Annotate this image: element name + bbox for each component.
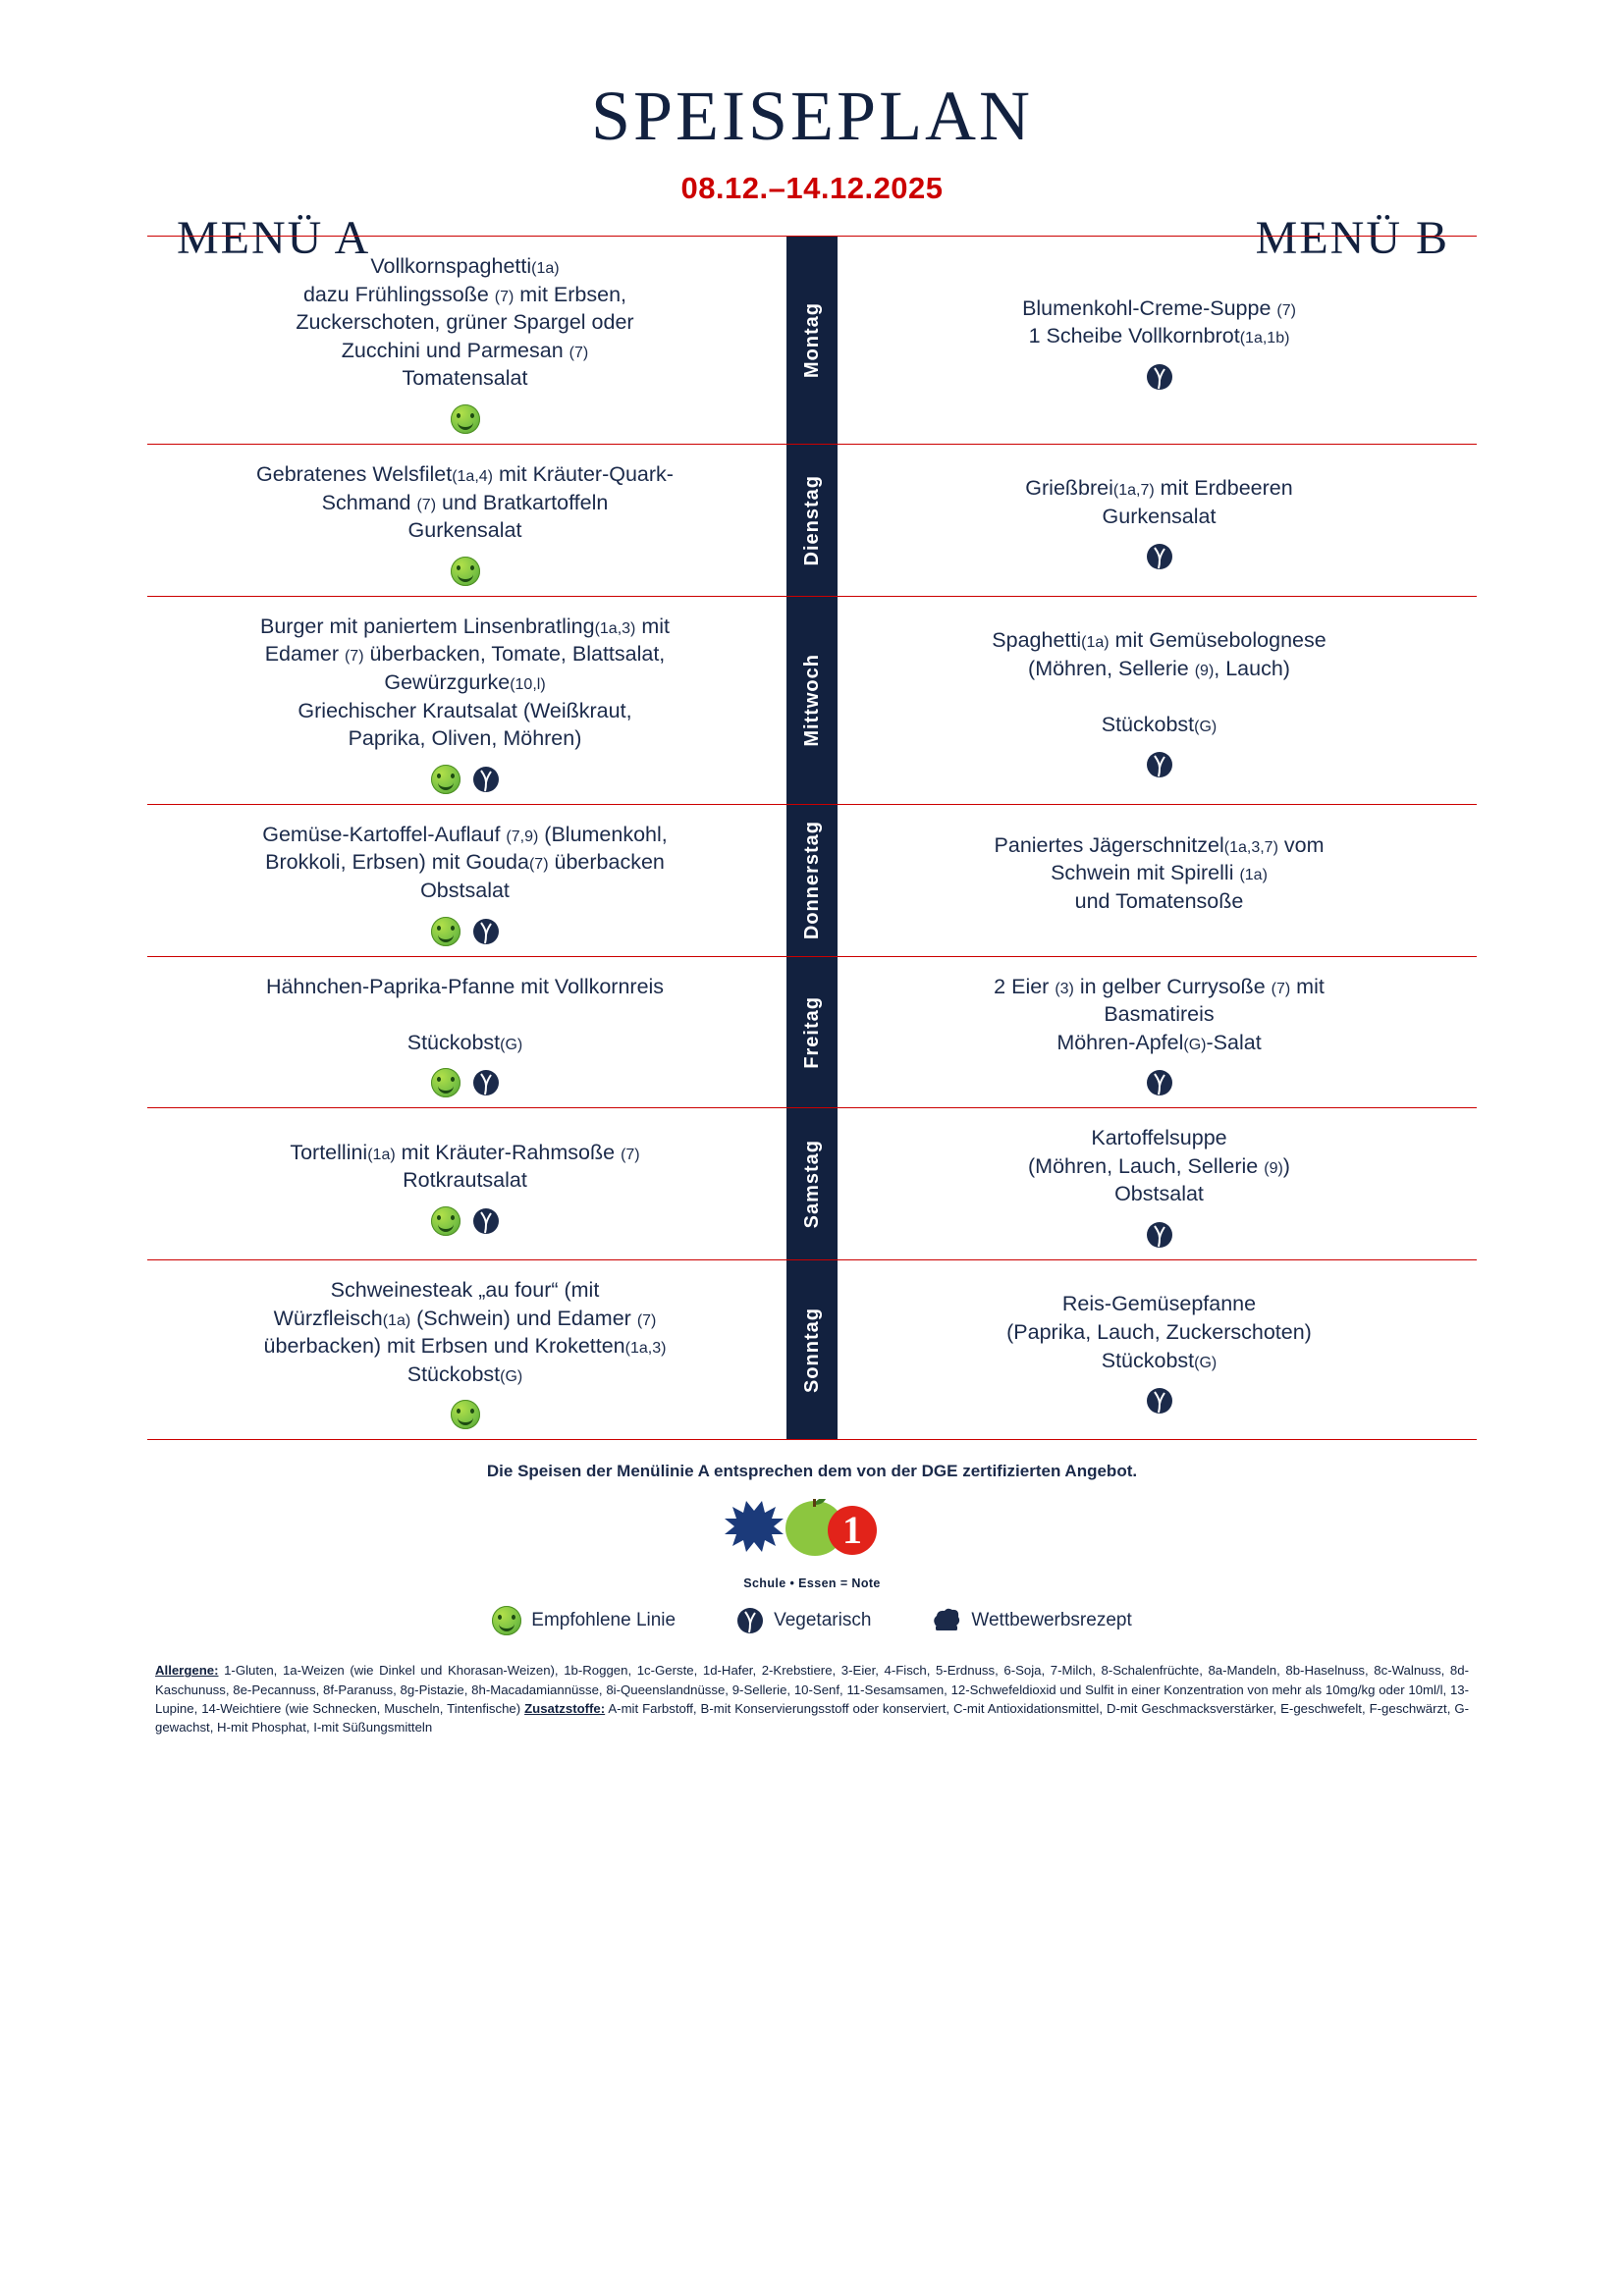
dish-line: Schweinesteak „au four“ (mit <box>330 1278 600 1303</box>
page-header <box>147 0 1477 264</box>
dish-line: Edamer (7) überbacken, Tomate, Blattsalat, <box>264 642 666 667</box>
logo-block <box>147 1499 1477 1590</box>
day-row <box>147 1259 1477 1440</box>
dish-line: Reis-Gemüsepfanne <box>1061 1292 1257 1316</box>
logo-caption: Schule • Essen = Note <box>743 1576 881 1591</box>
dish-line: Stückobst(G) <box>406 1362 523 1386</box>
dish-description <box>863 1124 1455 1208</box>
empfohlene-linie-icon <box>451 557 480 586</box>
day-row <box>147 804 1477 956</box>
dish-description <box>863 294 1455 350</box>
day-label-montag: Montag <box>786 237 838 444</box>
menu-a-cell-sonntag <box>147 1260 786 1439</box>
vegetarisch-icon <box>472 765 500 794</box>
dish-icons <box>863 750 1455 779</box>
schule-essen-note1-logo <box>719 1499 905 1570</box>
dish-line: Stückobst(G) <box>1101 1348 1218 1372</box>
empfohlene-linie-icon <box>431 1068 460 1097</box>
dish-icons <box>863 1220 1455 1250</box>
menu-a-heading: MENÜ A <box>177 212 371 264</box>
zusatzstoffe-heading: Zusatzstoffe: <box>524 1700 606 1716</box>
dish-description <box>169 613 761 753</box>
vegetarisch-icon <box>472 917 500 946</box>
dish-line: überbacken) mit Erbsen und Kroketten(1a,3) <box>263 1334 667 1359</box>
legend-label: Vegetarisch <box>774 1610 872 1631</box>
dish-icons <box>863 928 1455 935</box>
empfohlene-linie-icon <box>431 917 460 946</box>
vegetarisch-icon <box>1146 362 1173 392</box>
dish-line: Obstsalat <box>420 878 510 902</box>
dish-description <box>863 474 1455 530</box>
dish-description <box>169 973 761 1057</box>
dish-icons <box>169 557 761 586</box>
legend-label: Wettbewerbsrezept <box>971 1610 1132 1631</box>
day-label-freitag: Freitag <box>786 957 838 1108</box>
dish-description <box>169 1139 761 1195</box>
menu-b-cell-dienstag <box>838 445 1477 596</box>
day-row <box>147 236 1477 444</box>
menu-b-cell-montag <box>838 237 1477 444</box>
vegetarisch-icon <box>1146 542 1173 571</box>
dish-line: Tortellini(1a) mit Kräuter-Rahmsoße (7) <box>290 1140 640 1164</box>
menu-b-cell-donnerstag <box>838 805 1477 956</box>
dish-line: Zucchini und Parmesan (7) <box>341 338 589 362</box>
dish-line: Möhren-Apfel(G)-Salat <box>1056 1030 1262 1054</box>
menu-table <box>147 236 1477 1440</box>
dish-description <box>863 831 1455 916</box>
date-range: 08.12.–14.12.2025 <box>680 171 944 205</box>
menu-a-cell-samstag <box>147 1108 786 1259</box>
day-row <box>147 444 1477 596</box>
dish-line: Griechischer Krautsalat (Weißkraut, <box>298 698 632 722</box>
day-label-donnerstag: Donnerstag <box>786 805 838 956</box>
dish-line: Spaghetti(1a) mit Gemüsebolognese <box>992 628 1326 653</box>
dish-line: und Tomatensoße <box>1074 888 1244 913</box>
dish-icons <box>863 362 1455 392</box>
vegetarisch-icon <box>1146 1068 1173 1097</box>
dish-icons <box>863 1386 1455 1415</box>
dish-line: 2 Eier (3) in gelber Currysoße (7) mit <box>994 974 1325 998</box>
day-label-sonntag: Sonntag <box>786 1260 838 1439</box>
dish-line <box>863 682 1455 711</box>
dge-note: Die Speisen der Menülinie A entsprechen dem von der DGE zertifizierten Angebot. <box>486 1462 1138 1481</box>
menu-a-cell-mittwoch <box>147 597 786 804</box>
menu-a-cell-freitag <box>147 957 786 1108</box>
dish-line: (Paprika, Lauch, Zuckerschoten) <box>1006 1319 1312 1344</box>
dish-line: Burger mit paniertem Linsenbratling(1a,3) mit <box>259 614 671 638</box>
dish-line: Gurkensalat <box>407 518 522 543</box>
dish-line: Brokkoli, Erbsen) mit Gouda(7) überbacken <box>265 850 665 875</box>
day-label-mittwoch: Mittwoch <box>786 597 838 804</box>
dish-line: Stückobst(G) <box>406 1030 523 1054</box>
dish-icons <box>169 765 761 794</box>
empfohlene-linie-icon <box>451 404 480 434</box>
menu-b-cell-sonntag <box>838 1260 1477 1439</box>
empfohlene-linie-icon <box>451 1400 480 1429</box>
day-row <box>147 596 1477 804</box>
dish-line: Gemüse-Kartoffel-Auflauf (7,9) (Blumenkohl, <box>262 822 668 846</box>
dish-line: 1 Scheibe Vollkornbrot(1a,1b) <box>1028 324 1290 348</box>
menu-a-cell-donnerstag <box>147 805 786 956</box>
dish-line: Vollkornspaghetti(1a) <box>370 254 560 278</box>
dish-description <box>169 1276 761 1388</box>
dish-line: Basmatireis <box>1104 1002 1215 1027</box>
dish-line: Obstsalat <box>1114 1182 1204 1206</box>
dish-line: Grießbrei(1a,7) mit Erdbeeren <box>1025 476 1293 501</box>
dish-line: Stückobst(G) <box>1101 712 1218 736</box>
legend-item-wettbewerbsrezept <box>932 1608 1131 1633</box>
dish-line: Blumenkohl-Creme-Suppe (7) <box>1022 295 1296 320</box>
menu-b-cell-samstag <box>838 1108 1477 1259</box>
vegetarisch-icon <box>1146 1220 1173 1250</box>
dish-description <box>169 821 761 905</box>
dish-line: (Möhren, Lauch, Sellerie (9)) <box>1028 1153 1290 1178</box>
zusatzstoffe-text: A-mit Farbstoff, B-mit Konservierungsstoff oder konserviert, C-mit Antioxidationsmittel, D-mit Geschmacksverstärker, E-geschwefelt, F-geschwärzt, G-gewachst, H-mit Phosphat, I-mit Süßungsmitteln <box>155 1700 1469 1735</box>
day-row <box>147 956 1477 1108</box>
day-label-dienstag: Dienstag <box>786 445 838 596</box>
dish-icons <box>169 404 761 434</box>
dish-icons <box>863 1068 1455 1097</box>
dish-icons <box>169 1400 761 1429</box>
dish-line: (Möhren, Sellerie (9), Lauch) <box>1028 656 1290 680</box>
dish-line: Hähnchen-Paprika-Pfanne mit Vollkornreis <box>265 974 665 998</box>
dish-line: Kartoffelsuppe <box>1091 1126 1227 1150</box>
vegetarisch-icon <box>1146 1386 1173 1415</box>
empfohlene-linie-icon <box>431 765 460 794</box>
dish-icons <box>863 542 1455 571</box>
dish-description <box>863 973 1455 1057</box>
dish-line: Gewürzgurke(10,l) <box>384 669 546 694</box>
dish-line: Gurkensalat <box>1102 504 1217 528</box>
menu-a-cell-montag <box>147 237 786 444</box>
day-row <box>147 1107 1477 1259</box>
dish-icons <box>169 1206 761 1236</box>
dish-line: Rotkrautsalat <box>403 1168 527 1193</box>
dish-description <box>169 252 761 393</box>
empfohlene-linie-icon <box>492 1606 521 1635</box>
dish-line: Schwein mit Spirelli (1a) <box>1051 861 1268 885</box>
dish-line: Paniertes Jägerschnitzel(1a,3,7) vom <box>994 832 1325 857</box>
vegetarisch-icon <box>736 1606 764 1635</box>
dish-line: Zuckerschoten, grüner Spargel oder <box>296 310 634 335</box>
dish-line: Gebratenes Welsfilet(1a,4) mit Kräuter-Quark- <box>256 461 674 486</box>
svg-text:1: 1 <box>842 1508 862 1553</box>
page-title: SPEISEPLAN <box>590 77 1034 155</box>
wettbewerbsrezept-icon <box>932 1608 961 1633</box>
dish-line <box>169 1000 761 1029</box>
dish-line: Paprika, Oliven, Möhren) <box>348 726 582 751</box>
dish-description <box>863 626 1455 738</box>
menu-b-cell-mittwoch <box>838 597 1477 804</box>
allergene-note <box>147 1661 1477 1736</box>
menu-b-heading: MENÜ B <box>1255 212 1449 264</box>
dish-line: dazu Frühlingssoße (7) mit Erbsen, <box>302 282 627 306</box>
menu-b-cell-freitag <box>838 957 1477 1108</box>
dish-line: Tomatensalat <box>402 366 528 391</box>
dish-line: Schmand (7) und Bratkartoffeln <box>321 490 609 514</box>
allergene-text: 1-Gluten, 1a-Weizen (wie Dinkel und Khorasan-Weizen), 1b-Roggen, 1c-Gerste, 1d-Hafer, 2-Krebstiere, 3-Eier, 4-Fisch, 5-Erdnuss, 6-Soja, 7-Milch, 8-Schalenfrüchte, 8a-Mandeln, 8b-Haselnuss, 8c-Walnuss, 8d-Kaschunuss, 8e-Pecannuss, 8f-Paranuss, 8g-Pistazie, 8h-Macadamiannüsse, 8i-Queenslandnüsse, 9-Sellerie, 10-Senf, 11-Sesamsamen, 12-Schwefeldioxid und Sulfit in einer Konzentration von mehr als 10mg/kg oder 10ml/l, 13-Lupine, 14-Weichtiere (wie Schnecken, Muscheln, Tintenfische) <box>155 1663 1469 1716</box>
legend-label: Empfohlene Linie <box>531 1610 677 1631</box>
dish-icons <box>169 1068 761 1097</box>
menu-a-cell-dienstag <box>147 445 786 596</box>
legend-item-vegetarisch <box>736 1606 871 1635</box>
vegetarisch-icon <box>1146 750 1173 779</box>
dish-line: Würzfleisch(1a) (Schwein) und Edamer (7) <box>273 1306 657 1330</box>
vegetarisch-icon <box>472 1206 500 1236</box>
allergene-heading: Allergene: <box>155 1663 219 1679</box>
day-label-samstag: Samstag <box>786 1108 838 1259</box>
legend <box>147 1606 1477 1635</box>
empfohlene-linie-icon <box>431 1206 460 1236</box>
dish-icons <box>169 917 761 946</box>
legend-item-empfohlene-linie <box>492 1606 676 1635</box>
vegetarisch-icon <box>472 1068 500 1097</box>
dish-description <box>863 1290 1455 1374</box>
dish-description <box>169 460 761 545</box>
